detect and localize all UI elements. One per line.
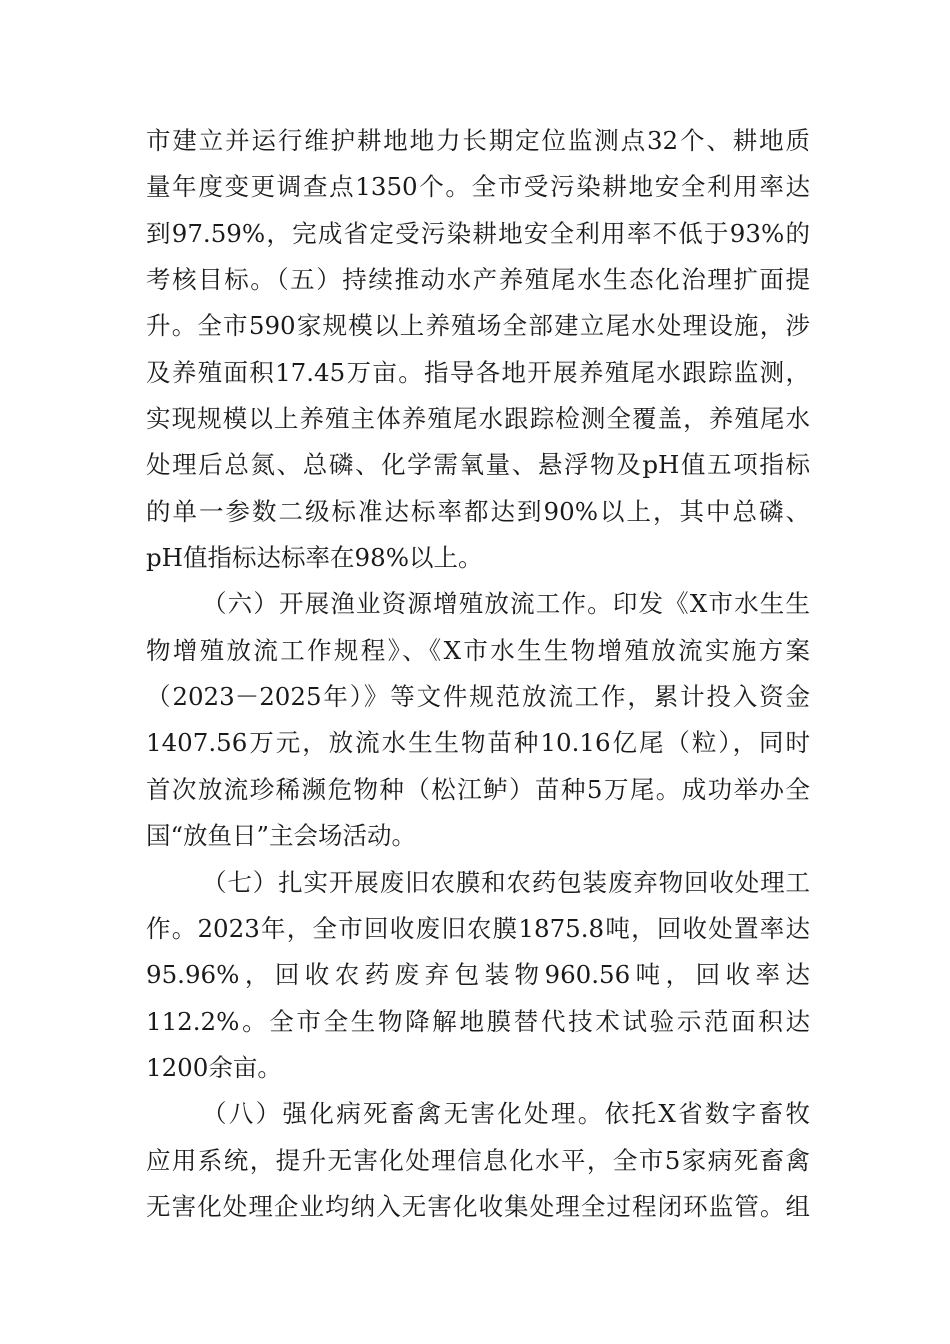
paragraph	[146, 118, 810, 581]
text-line: 作。2023年，全市回收废旧农膜1875.8吨，回收处置率达	[146, 913, 810, 943]
text-line: 量年度变更调查点1350个。全市受污染耕地安全利用率达	[146, 172, 810, 202]
text-line: 1407.56万元，放流水生生物苗种10.16亿尾（粒），同时	[146, 728, 810, 758]
text-line: pH值指标达标率在98%以上。	[146, 543, 483, 573]
text-line: （六）开展渔业资源增殖放流工作。印发《X市水生生	[202, 589, 810, 619]
text-line: 首次放流珍稀濒危物种（松江鲈）苗种5万尾。成功举办全	[146, 774, 810, 804]
text-line: 的单一参数二级标准达标率都达到90%以上，其中总磷、	[146, 496, 810, 526]
text-line: 到97.59%，完成省定受污染耕地安全利用率不低于93%的	[146, 218, 810, 248]
paragraph	[146, 1091, 810, 1230]
text-line: （八）强化病死畜禽无害化处理。依托X省数字畜牧	[202, 1099, 810, 1129]
text-line: 及养殖面积17.45万亩。指导各地开展养殖尾水跟踪监测，	[146, 357, 810, 387]
text-line: 市建立并运行维护耕地地力长期定位监测点32个、耕地质	[146, 126, 810, 155]
text-line: 实现规模以上养殖主体养殖尾水跟踪检测全覆盖，养殖尾水	[146, 404, 810, 434]
text-line: 95.96%，回收农药废弃包装物960.56吨，回收率达	[146, 960, 810, 990]
text-line: 升。全市590家规模以上养殖场全部建立尾水处理设施，涉	[146, 311, 810, 341]
text-line: 1200余亩。	[146, 1052, 282, 1082]
text-line: 无害化处理企业均纳入无害化收集处理全过程闭环监管。组	[146, 1191, 810, 1221]
text-line: （2023－2025年）》等文件规范放流工作，累计投入资金	[146, 682, 810, 712]
text-line: 考核目标。（五）持续推动水产养殖尾水生态化治理扩面提	[146, 265, 810, 295]
text-line: 应用系统，提升无害化处理信息化水平，全市5家病死畜禽	[146, 1145, 810, 1175]
paragraph	[146, 860, 810, 1092]
text-line: （七）扎实开展废旧农膜和农药包装废弃物回收处理工	[202, 867, 810, 897]
text-line: 处理后总氮、总磷、化学需氧量、悬浮物及pH值五项指标	[146, 450, 810, 480]
body-text	[146, 118, 810, 1230]
text-line: 112.2%。全市全生物降解地膜替代技术试验示范面积达	[146, 1006, 810, 1036]
text-line: 国“放鱼日”主会场活动。	[146, 821, 417, 851]
text-line: 物增殖放流工作规程》、《X市水生生物增殖放流实施方案	[146, 635, 810, 665]
paragraph	[146, 581, 810, 859]
